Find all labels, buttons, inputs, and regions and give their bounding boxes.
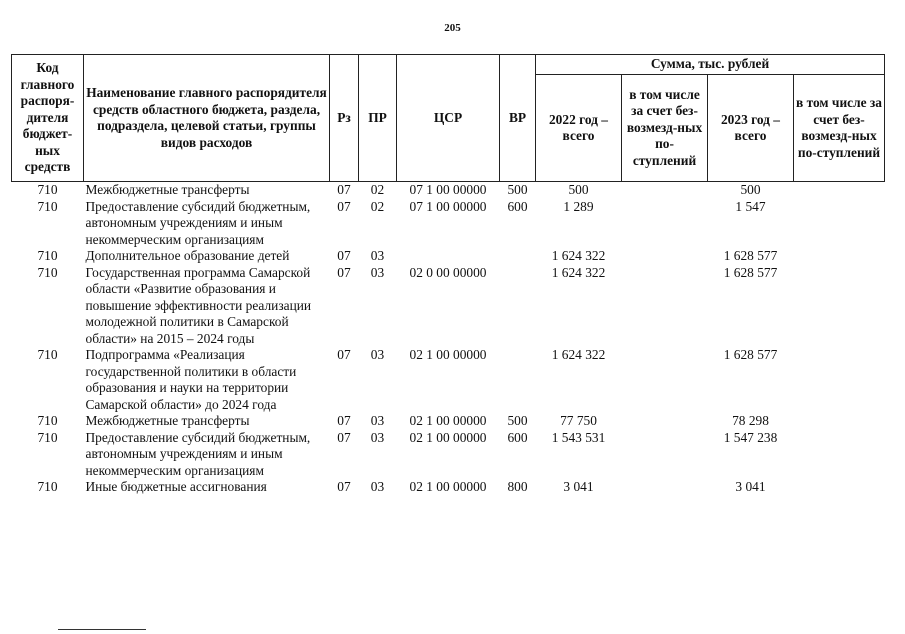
row-2023-total: 78 298 [732,413,769,428]
row-name: Дополнительное образование детей [85,248,290,263]
row-name: Предоставление субсидий бюджетным, автономным учреждениям и иным некоммерческим организациям [85,429,311,478]
table-row [12,182,885,199]
header-csr: ЦСР [397,55,500,182]
row-csr: 07 1 00 00000 [409,182,487,197]
row-rz: 07 [337,347,351,362]
row-pr: 03 [370,413,385,428]
row-2022-free [622,182,708,199]
row-vr: 500 [507,413,528,428]
row-2023-free [794,479,885,496]
row-code: 710 [37,198,58,214]
row-2022-free [622,248,708,265]
row-rz: 07 [337,182,351,197]
row-2022-total: 1 289 [563,198,594,214]
row-csr: 02 0 00 00000 [409,264,487,280]
row-pr: 02 [370,182,385,197]
table-row [12,479,885,496]
table-body [12,182,885,496]
row-code: 710 [37,479,58,494]
row-2022-total: 1 624 322 [551,248,606,263]
row-name: Иные бюджетные ассигнования [85,479,267,494]
row-csr [397,248,500,265]
row-csr: 07 1 00 00000 [409,198,487,214]
row-2023-total: 500 [740,182,761,197]
row-code: 710 [37,264,58,280]
row-code: 710 [37,429,58,445]
row-name: Межбюджетные трансферты [85,413,250,428]
row-vr: 800 [507,479,528,494]
header-rz: Рз [330,55,359,182]
row-2022-free [622,413,708,430]
row-2023-total: 1 628 577 [723,264,778,280]
row-2022-total: 77 750 [560,413,597,428]
row-2023-free [794,347,885,413]
row-2022-total: 1 624 322 [551,264,606,280]
row-name: Государственная программа Самарской области «Развитие образования и повышение эффективности реализации молодежной политики в Самарской области» на 2015 – 2024 годы [85,264,312,346]
row-pr: 03 [370,264,385,280]
row-name: Межбюджетные трансферты [85,182,250,197]
row-rz: 07 [337,479,351,494]
row-vr: 600 [507,429,528,445]
row-pr: 03 [370,248,385,263]
row-code: 710 [37,347,58,362]
table-row [12,430,885,480]
row-vr: 600 [507,198,528,214]
header-sum: Сумма, тыс. рублей [536,55,885,75]
row-2022-total: 1 624 322 [551,347,606,362]
row-2023-free [794,430,885,480]
row-code: 710 [37,248,58,263]
header-2023-total: 2023 год – всего [708,75,794,182]
row-pr: 03 [370,347,385,362]
row-rz: 07 [337,198,351,214]
row-2023-free [794,248,885,265]
row-2022-total: 3 041 [563,479,594,494]
header-name: Наименование главного распорядителя средств областного бюджета, раздела, подраздела, целевой статьи, группы видов расходов [84,55,330,182]
row-2023-total: 1 628 577 [723,347,778,362]
row-2022-free [622,347,708,413]
row-csr: 02 1 00 00000 [409,347,487,362]
row-rz: 07 [337,248,351,263]
row-code: 710 [37,182,58,197]
row-vr [500,248,536,265]
header-pr: ПР [359,55,397,182]
row-2023-free [794,182,885,199]
row-vr [500,347,536,413]
row-2023-total: 1 547 [735,198,766,214]
table-row [12,248,885,265]
row-2022-total: 500 [568,182,589,197]
row-2022-free [622,265,708,348]
row-vr: 500 [507,182,528,197]
row-pr: 02 [370,198,385,214]
row-rz: 07 [337,413,351,428]
budget-table [11,54,885,496]
table-row [12,199,885,249]
table-row [12,347,885,413]
row-vr [500,265,536,348]
row-csr: 02 1 00 00000 [409,479,487,494]
row-2022-free [622,199,708,249]
row-name: Предоставление субсидий бюджетным, автономным учреждениям и иным некоммерческим организациям [85,198,311,247]
row-name: Подпрограмма «Реализация государственной политики в области образования и науки на территории Самарской области» до 2024 года [85,347,297,412]
header-2023-free: в том числе за счет без-возмезд-ных по-ступлений [794,75,885,182]
table-row [12,413,885,430]
row-2022-free [622,430,708,480]
row-csr: 02 1 00 00000 [409,429,487,445]
row-2023-total: 1 628 577 [723,248,778,263]
row-2022-total: 1 543 531 [551,429,606,445]
row-2023-free [794,265,885,348]
footer-rule [58,629,146,630]
row-2022-free [622,479,708,496]
row-pr: 03 [370,479,385,494]
header-2022-free: в том числе за счет без-возмезд-ных по-ступлений [622,75,708,182]
row-2023-total: 1 547 238 [723,429,778,445]
row-code: 710 [37,413,58,428]
row-2023-free [794,413,885,430]
table-row [12,265,885,348]
row-rz: 07 [337,429,351,445]
page-number: 205 [444,22,461,34]
row-2023-total: 3 041 [735,479,766,494]
header-2022-total: 2022 год – всего [536,75,622,182]
header-row-top [12,55,885,75]
header-code: Код главного распоря-дителя бюджет-ных средств [12,55,84,182]
row-pr: 03 [370,429,385,445]
row-rz: 07 [337,264,351,280]
header-vr: ВР [500,55,536,182]
row-2023-free [794,199,885,249]
row-csr: 02 1 00 00000 [409,413,487,428]
